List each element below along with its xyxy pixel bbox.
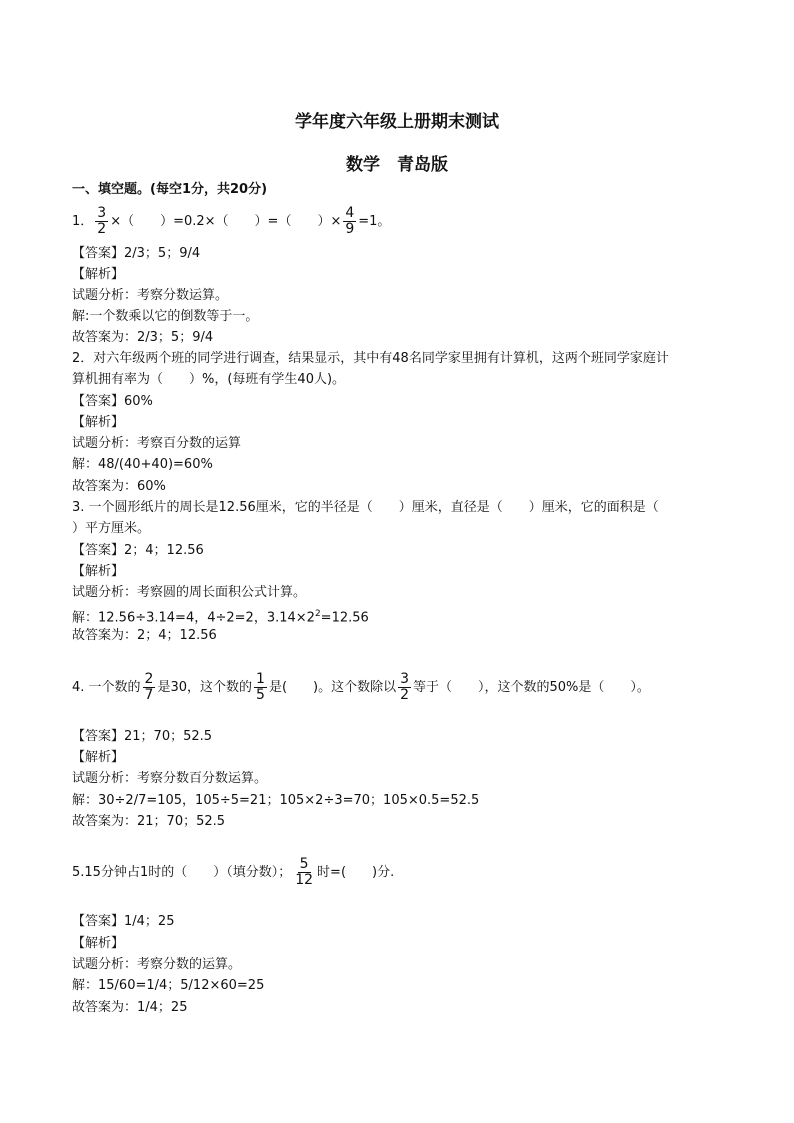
fraction: $\frac{5}{12}$ [295,856,314,888]
q1-analysis: 试题分析：考察分数运算。 [72,288,229,303]
q5-analysis: 试题分析：考察分数的运算。 [72,957,242,972]
fraction: $\frac{4}{9}$ [345,205,355,237]
q4-analysis-label: 【解析】 [72,750,125,765]
q2-solution: 解：48/(40+40)=60% [72,457,213,472]
q3-conclusion: 故答案为：2；4；12.56 [72,628,217,643]
q2-answer: 【答案】60% [72,394,153,409]
section-heading: 一、填空题。(每空1分，共20分) [72,182,268,197]
q5-answer: 【答案】1/4；25 [72,914,175,929]
document-title: 学年度六年级上册期末测试 [295,112,499,132]
fraction: $\frac{3}{2}$ [97,205,107,237]
fraction: $\frac{3}{2}$ [400,671,410,703]
q3-answer: 【答案】2；4；12.56 [72,543,204,558]
q2-analysis: 试题分析：考察百分数的运算 [72,436,242,451]
q3-analysis: 试题分析：考察圆的周长面积公式计算。 [72,585,307,600]
q2-line-1: 2．对六年级两个班的同学进行调查，结果显示，其中有48名同学家里拥有计算机，这两个班同学家庭计 [72,351,669,366]
q5-solution: 解：15/60=1/4；5/12×60=25 [72,978,265,993]
q2-analysis-label: 【解析】 [72,415,125,430]
question-4: 4. 一个数的 $\frac{2}{7}$ 是30，这个数的 $\frac{1}{5}$ 是( )。这个数除以 $\frac{3}{2}$ 等于（ ），这个数的50%是（ ）。 [72,671,650,703]
q5-analysis-label: 【解析】 [72,936,125,951]
q1-conclusion: 故答案为：2/3；5；9/4 [72,330,214,345]
q2-line-2: 算机拥有率为（ ）%，(每班有学生40人)。 [72,372,346,387]
q2-conclusion: 故答案为：60% [72,479,166,494]
fraction: $\frac{2}{7}$ [144,671,154,703]
q5-conclusion: 故答案为：1/4；25 [72,1000,188,1015]
q3-solution: 解：12.56÷3.14=4，4÷2=2，$3.14\times 2^2=12.56$ [72,609,369,626]
q3-line-1: 3. 一个圆形纸片的周长是12.56厘米，它的半径是（ ）厘米，直径是（ ）厘米，它的面积是（ [72,500,659,515]
q4-analysis: 试题分析：考察分数百分数运算。 [72,771,268,786]
question-1: 1． $\frac{3}{2}$ ×（ ）=0.2×（ ）=（ ）× $\frac{4}{9}$ =1。 [72,205,391,237]
q4-conclusion: 故答案为：21；70；52.5 [72,814,226,829]
q1-answer: 【答案】2/3；5；9/4 [72,246,201,261]
q4-answer: 【答案】21；70；52.5 [72,729,213,744]
q1-solution: 解:一个数乘以它的倒数等于一。 [72,309,259,324]
q3-line-2: ）平方厘米。 [72,521,151,536]
q4-solution: 解：30÷2/7=105，105÷5=21；105×2÷3=70；105×0.5=52.5 [72,793,480,808]
fraction: $\frac{1}{5}$ [256,671,265,703]
q3-analysis-label: 【解析】 [72,564,125,579]
q1-analysis-label: 【解析】 [72,267,125,282]
document-subtitle: 数学 青岛版 [346,155,448,175]
question-5: 5.15分钟占1时的（ ）（填分数）； $\frac{5}{12}$ 时=( )分. [72,856,395,888]
